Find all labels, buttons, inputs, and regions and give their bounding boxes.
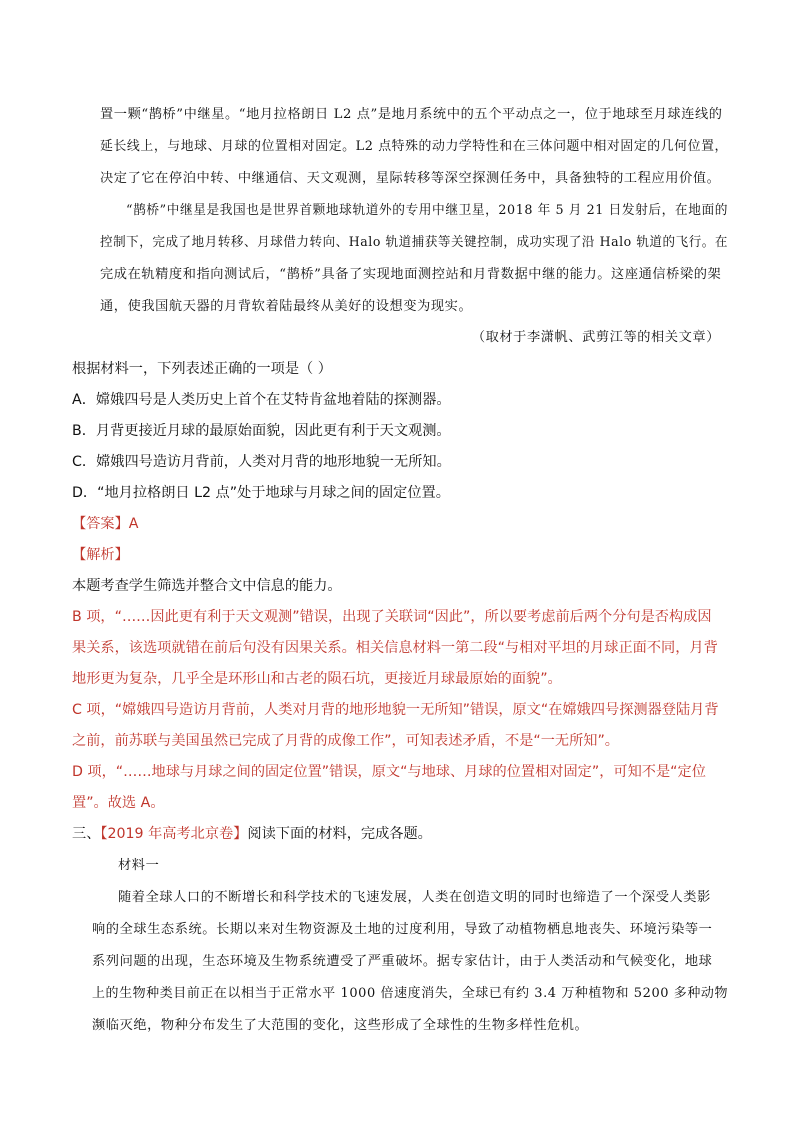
material-line: 濒临灭绝，物种分布发生了大范围的变化，这些形成了全球性的生物多样性危机。 bbox=[92, 1018, 589, 1033]
passage-line: 完成在轨精度和指向测试后，“鹊桥”具备了实现地面测控站和月背数据中继的能力。这座通信桥梁的架 bbox=[100, 267, 722, 282]
material-line: 响的全球生态系统。长期以来对生物资源及土地的过度利用，导致了动植物栖息地丧失、环境污染等一 bbox=[92, 922, 713, 937]
passage-line: 置一颗“鹊桥”中继星。“地月拉格朗日 L2 点”是地月系统中的五个平动点之一，位于地球至月球连线的 bbox=[100, 107, 723, 122]
passage-line: “鹊桥”中继星是我国也是世界首颗地球轨道外的专用中继卫星，2018 年 5 月 21 日发射后，在地面的 bbox=[126, 203, 728, 218]
option-d: D．“地月拉格朗日 L2 点”处于地球与月球之间的固定位置。 bbox=[72, 485, 450, 501]
passage-line: 决定了它在停泊中转、中继通信、天文观测，星际转移等深空探测任务中，具备独特的工程应用价值。 bbox=[100, 171, 721, 186]
source-citation: （取材于李潇帆、武剪江等的相关文章） bbox=[471, 330, 720, 345]
section-instruction: 阅读下面的材料，完成各题。 bbox=[247, 826, 432, 842]
analysis-line: D 项，“……地球与月球之间的固定位置”错误，原文“与地球、月球的位置相对固定”，可知不是“定位 bbox=[72, 764, 706, 780]
material-line: 系列问题的出现，生态环境及生物系统遭受了严重破坏。据专家估计，由于人类活动和气候变化，地球 bbox=[92, 954, 713, 969]
question-stem: 根据材料一，下列表述正确的一项是（ ） bbox=[72, 361, 332, 377]
passage-line: 控制下，完成了地月转移、月球借力转向、Halo 轨道捕获等关键控制，成功实现了沿 Halo 轨道的飞行。在 bbox=[100, 235, 728, 250]
passage-line: 延长线上，与地球、月球的位置相对固定。L2 点特殊的动力学特性和在三体问题中相对固定的几何位置， bbox=[100, 139, 728, 154]
option-a: A．嫦娥四号是人类历史上首个在艾特肯盆地着陆的探测器。 bbox=[72, 392, 451, 408]
analysis-intro: 本题考查学生筛选并整合文中信息的能力。 bbox=[72, 578, 342, 594]
material-line: 随着全球人口的不断增长和科学技术的飞速发展，人类在创造文明的同时也缔造了一个深受人类影 bbox=[118, 890, 711, 905]
analysis-line: 之前，前苏联与美国虽然已完成了月背的成像工作”，可知表述矛盾，不是“一无所知”。 bbox=[72, 733, 619, 749]
analysis-line: 置”。故选 A。 bbox=[72, 795, 165, 811]
exam-source-tag: 【2019 年高考北京卷】 bbox=[100, 826, 248, 842]
option-b: B．月背更接近月球的最原始面貌，因此更有利于天文观测。 bbox=[72, 423, 451, 439]
passage-line: 通，使我国航天器的月背软着陆最终从美好的设想变为现实。 bbox=[100, 299, 473, 314]
analysis-label: 【解析】 bbox=[72, 547, 129, 563]
section-number: 三、 bbox=[72, 826, 101, 842]
analysis-line: B 项，“……因此更有利于天文观测”错误，出现了关联词“因此”，所以要考虑前后两个分句是否构成因 bbox=[72, 609, 712, 625]
material-line: 上的生物种类目前正在以相当于正常水平 1000 倍速度消失，全球已有约 3.4 万种植物和 5200 多种动物 bbox=[92, 986, 728, 1001]
analysis-line: 果关系，该选项就错在前后句没有因果关系。相关信息材料一第二段“与相对平坦的月球正面不同，月背 bbox=[72, 640, 718, 656]
answer-label: 【答案】A bbox=[72, 516, 139, 532]
analysis-line: C 项，“嫦娥四号造访月背前，人类对月背的地形地貌一无所知”错误，原文“在嫦娥四号探测器登陆月背 bbox=[72, 702, 719, 718]
section-heading bbox=[72, 823, 432, 843]
analysis-line: 地形更为复杂，几乎全是环形山和古老的陨石坑，更接近月球最原始的面貌”。 bbox=[72, 671, 562, 687]
material-title: 材料一 bbox=[118, 858, 160, 873]
option-c: C．嫦娥四号造访月背前，人类对月背的地形地貌一无所知。 bbox=[72, 454, 451, 470]
